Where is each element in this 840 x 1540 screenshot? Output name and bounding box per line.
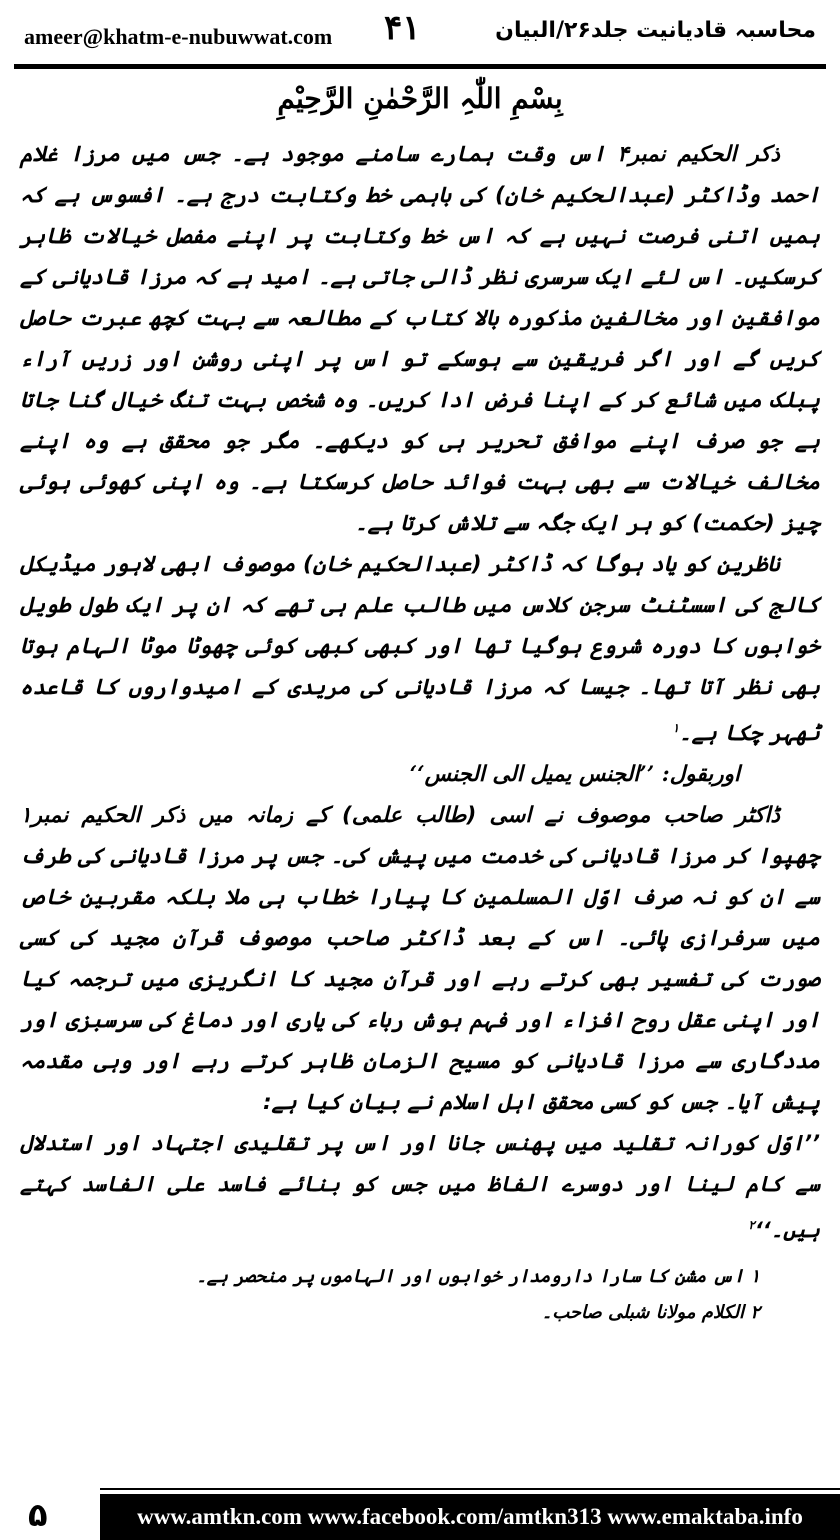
bismillah-heading: بِسْمِ اللّٰہِ الرَّحْمٰنِ الرَّحِیْمِ — [277, 82, 563, 115]
footnote-marker-2: ۲ — [748, 1218, 755, 1233]
footer-rule — [100, 1488, 840, 1490]
footnote-1: ۱ اس مشن کا سارا دارومدار خوابوں اور الہاموں پر منحصر ہے۔ — [196, 1266, 760, 1288]
quoted-passage — [20, 1123, 820, 1251]
header-page-number: ۴۱ — [384, 8, 421, 48]
paragraph-3: ڈاکٹر صاحب موصوف نے اسی (طالب علمی) کے زمانہ میں ذکر الحکیم نمبر۱ چھپوا کر مرزا قادیانی کی خدمت میں پیش کی۔ جس پر مرزا قادیانی کی طرف سے ان کو نہ صرف اوّل المسلمین کا پیارا خطاب ہی ملا بلکہ مقربین خاص میں سرفرازی پائی۔ اس کے بعد ڈاکٹر صاحب موصوف قرآن مجید کی کسی صورت کی تفسیر بھی کرتے رہے اور قرآن مجید کا انگریزی میں ترجمہ کیا اور اپنی عقل روح افزاء اور فہم ہوش رباء کی یاری اور دماغ کی سرسبزی اور مددگاری سے مرزا قادیانی کو مسیح الزمان ظاہر کرتے رہے اور وہی مقدمہ پیش آیا۔ جس کو کسی محقق اہل اسلام نے بیان کیا ہے: — [20, 803, 820, 1116]
quoted-passage-text: ’’اوّل کورانہ تقلید میں پھنس جانا اور اس پر تقلیدی اجتہاد اور استدلال سے کام لینا اور دوسرے الفاظ میں جس کو بنائے فاسد علی الفاسد کہتے ہیں۔‘‘ — [20, 1131, 820, 1243]
header-email: ameer@khatm-e-nubuwwat.com — [24, 24, 333, 49]
page-body — [20, 134, 820, 1331]
page-header — [0, 0, 840, 70]
footnote-marker-1: ۱ — [672, 721, 680, 735]
quote-heading: اوربقول: ’’الجنس یمیل الی الجنس‘‘ — [409, 762, 740, 788]
paragraph-2-text: ناظرین کو یاد ہوگا کہ ڈاکٹر (عبدالحکیم خان) موصوف ابھی لاہور میڈیکل کالج کی اسسٹنٹ سرجن کلاس میں طالب علم ہی تھے کہ ان پر ایک طول طویل خوابوں کا دورہ شروع ہوگیا تھا اور کبھی کبھی کوئی چھوٹا موٹا الہام ہوتا بھی نظر آتا تھا۔ جیسا کہ مرزا قادیانی کی مریدی کے امیدواروں کا قاعدہ ٹھہر چکا ہے۔ — [20, 552, 820, 747]
header-book-title: محاسبہ قادیانیت جلد۲۶/البیان — [495, 18, 816, 43]
footer-links: www.amtkn.com www.facebook.com/amtkn313 www.emaktaba.info — [137, 1504, 803, 1529]
page-footer — [0, 1494, 840, 1540]
footnote-2: ۲ الکلام مولانا شبلی صاحب۔ — [541, 1302, 760, 1324]
footnotes — [20, 1259, 820, 1331]
paragraph-1: ذکر الحکیم نمبر۴ اس وقت ہمارے سامنے موجود ہے۔ جس میں مرزا غلام احمد وڈاکٹر (عبدالحکیم خان) کی باہمی خط وکتابت درج ہے۔ افسوس ہے کہ ہمیں اتنی فرصت نہیں ہے کہ اس خط وکتابت پر اپنے مفصل خیالات ظاہر کرسکیں۔ اس لئے ایک سرسری نظر ڈالی جاتی ہے۔ امید ہے کہ مرزا قادیانی کے موافقین اور مخالفین مذکورہ بالا کتاب کے مطالعہ سے بہت کچھ عبرت حاصل کریں گے اور اگر فریقین سے ہوسکے تو اس پر اپنی روشن اور زریں آراء پبلک میں شائع کر کے اپنا فرض ادا کریں۔ وہ شخص بہت تنگ خیال گنا جاتا ہے جو صرف اپنے موافق تحریر ہی کو دیکھے۔ مگر جو محقق ہے وہ اپنے مخالف خیالات سے بھی بہت فوائد حاصل کرسکتا ہے۔ وہ اپنی کھوئی ہوئی چیز (حکمت) کو ہر ایک جگہ سے تلاش کرتا ہے۔ — [20, 142, 820, 536]
paragraph-2 — [20, 544, 820, 754]
footer-page-number: ۵ — [28, 1496, 48, 1534]
header-rule — [14, 64, 826, 69]
